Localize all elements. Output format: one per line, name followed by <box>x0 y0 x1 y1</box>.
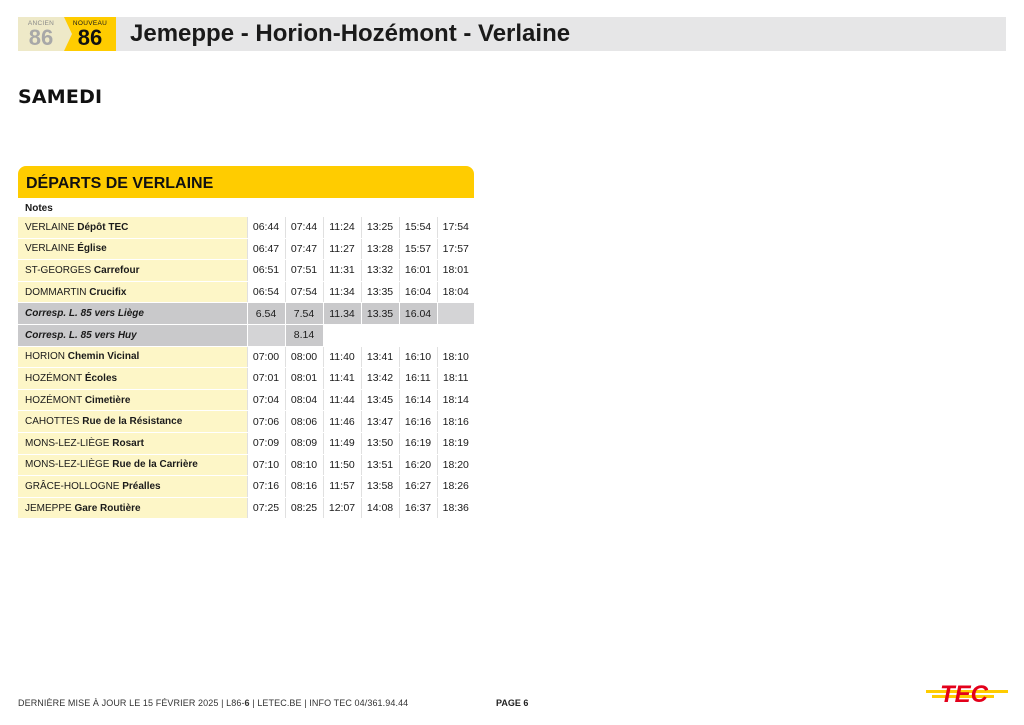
departure-time: 18:14 <box>437 389 474 411</box>
departure-time: 07:04 <box>247 389 285 411</box>
timetable-grid <box>18 217 474 519</box>
stop-name <box>18 217 247 238</box>
departure-time <box>437 324 474 346</box>
table-row <box>18 432 474 454</box>
departure-time: 15:57 <box>399 238 437 260</box>
departure-time: 13:58 <box>361 476 399 498</box>
departure-time: 16:20 <box>399 454 437 476</box>
stop-name: Corresp. L. 85 vers Huy <box>18 324 247 346</box>
departure-time: 08:01 <box>285 368 323 390</box>
departure-time: 18:16 <box>437 411 474 433</box>
departure-time: 17:57 <box>437 238 474 260</box>
departure-time: 16:14 <box>399 389 437 411</box>
last-updated: DERNIÈRE MISE À JOUR LE 15 FÉVRIER 2025 <box>18 698 219 708</box>
departure-time: 07:51 <box>285 260 323 282</box>
departure-time: 13:41 <box>361 346 399 368</box>
stop-locality: HORION <box>25 351 65 363</box>
stop-name <box>18 497 247 519</box>
stop-locality: VERLAINE <box>25 221 75 233</box>
table-row <box>18 454 474 476</box>
new-line-number: 86 <box>77 25 103 50</box>
table-row <box>18 389 474 411</box>
departure-time: 06:47 <box>247 238 285 260</box>
departure-time: 07:54 <box>285 281 323 303</box>
timetable <box>18 166 474 519</box>
badge-arrow-icon <box>64 17 72 51</box>
table-row <box>18 217 474 238</box>
departure-time: 13:51 <box>361 454 399 476</box>
table-row <box>18 238 474 260</box>
departure-time <box>361 324 399 346</box>
stop-place: Écoles <box>84 372 118 384</box>
departure-time: 16:16 <box>399 411 437 433</box>
departure-time: 13:50 <box>361 432 399 454</box>
departure-time: 07:44 <box>285 217 323 238</box>
footer-separator: | <box>252 698 258 708</box>
departure-time: 08:10 <box>285 454 323 476</box>
departure-time: 08:25 <box>285 497 323 519</box>
stop-name <box>18 238 247 260</box>
table-row <box>18 411 474 433</box>
line-ref <box>226 698 250 708</box>
stop-locality: VERLAINE <box>25 243 75 255</box>
stop-place: Rue de la Résistance <box>82 416 183 428</box>
table-row <box>18 346 474 368</box>
tec-logo <box>926 678 1008 708</box>
departure-time: 07:00 <box>247 346 285 368</box>
stop-locality: HOZÉMONT <box>25 372 83 384</box>
correspondence-row <box>18 303 474 325</box>
departure-time: 07:25 <box>247 497 285 519</box>
departure-time: 08:00 <box>285 346 323 368</box>
departure-time: 16:01 <box>399 260 437 282</box>
line-ref-page: 6 <box>244 698 250 708</box>
departure-time: 13.35 <box>361 303 399 325</box>
stop-name <box>18 260 247 282</box>
departure-time: 6.54 <box>247 303 285 325</box>
departure-time: 16:37 <box>399 497 437 519</box>
line-ref-prefix: L86- <box>226 698 245 708</box>
departure-time: 18:19 <box>437 432 474 454</box>
departure-time: 11:57 <box>323 476 361 498</box>
departure-time: 18:04 <box>437 281 474 303</box>
stop-name <box>18 389 247 411</box>
departure-time: 06:54 <box>247 281 285 303</box>
stop-name <box>18 432 247 454</box>
departure-time: 16:11 <box>399 368 437 390</box>
stop-locality: GRÂCE-HOLLOGNE <box>25 480 120 492</box>
departure-time: 13:42 <box>361 368 399 390</box>
departure-time: 11:27 <box>323 238 361 260</box>
departure-time: 11:40 <box>323 346 361 368</box>
departure-time: 07:16 <box>247 476 285 498</box>
stop-name <box>18 411 247 433</box>
stop-place: Dépôt TEC <box>77 221 129 233</box>
departure-time: 13:45 <box>361 389 399 411</box>
departure-time: 18:10 <box>437 346 474 368</box>
stop-name <box>18 281 247 303</box>
departure-time: 13:35 <box>361 281 399 303</box>
table-row <box>18 497 474 519</box>
day-title: SAMEDI <box>18 86 103 108</box>
stop-name <box>18 476 247 498</box>
direction-header: DÉPARTS DE VERLAINE <box>18 166 474 198</box>
departure-time: 17:54 <box>437 217 474 238</box>
departure-time: 16:04 <box>399 281 437 303</box>
stop-locality: HOZÉMONT <box>25 394 83 406</box>
departure-time: 16:27 <box>399 476 437 498</box>
stop-name <box>18 368 247 390</box>
departure-time: 11:49 <box>323 432 361 454</box>
website-link[interactable]: LETEC.BE <box>257 698 302 708</box>
departure-time: 15:54 <box>399 217 437 238</box>
departure-time: 13:28 <box>361 238 399 260</box>
departure-time: 11:31 <box>323 260 361 282</box>
departure-time: 11:50 <box>323 454 361 476</box>
departure-time: 07:09 <box>247 432 285 454</box>
departure-time: 11:46 <box>323 411 361 433</box>
departure-time: 16:10 <box>399 346 437 368</box>
new-line-label: NOUVEAU <box>72 20 108 27</box>
stop-place: Cimetière <box>84 394 131 406</box>
info-phone: INFO TEC 04/361.94.44 <box>309 698 409 708</box>
route-title: Jemeppe - Horion-Hozémont - Verlaine <box>130 20 571 47</box>
departure-time: 06:51 <box>247 260 285 282</box>
departure-time: 13:25 <box>361 217 399 238</box>
stop-place: Gare Routière <box>74 502 141 514</box>
departure-time: 18:11 <box>437 368 474 390</box>
departure-time: 08:06 <box>285 411 323 433</box>
logo-text: TEC <box>940 681 988 708</box>
departure-time: 07:10 <box>247 454 285 476</box>
footer-separator: | <box>304 698 310 708</box>
departure-time: 18:36 <box>437 497 474 519</box>
stop-place: Chemin Vicinal <box>67 351 140 363</box>
departure-time: 11.34 <box>323 303 361 325</box>
departure-time: 18:26 <box>437 476 474 498</box>
departure-time: 18:20 <box>437 454 474 476</box>
departure-time: 06:44 <box>247 217 285 238</box>
departure-time: 8.14 <box>285 324 323 346</box>
table-row <box>18 281 474 303</box>
departure-time: 14:08 <box>361 497 399 519</box>
stop-locality: JEMEPPE <box>25 502 72 514</box>
stop-place: Église <box>77 243 107 255</box>
table-row <box>18 368 474 390</box>
departure-time: 08:09 <box>285 432 323 454</box>
old-line-label: ANCIEN <box>27 20 55 27</box>
stop-place: Crucifix <box>89 286 127 298</box>
table-row <box>18 476 474 498</box>
old-line-badge <box>18 17 64 51</box>
departure-time: 11:34 <box>323 281 361 303</box>
stop-place: Rosart <box>112 437 144 449</box>
departure-time <box>323 324 361 346</box>
departure-time: 13:47 <box>361 411 399 433</box>
departure-time: 11:24 <box>323 217 361 238</box>
departure-time: 16.04 <box>399 303 437 325</box>
stop-place: Rue de la Carrière <box>112 459 198 471</box>
correspondence-row <box>18 324 474 346</box>
stop-locality: DOMMARTIN <box>25 286 87 298</box>
footer-info <box>18 698 408 708</box>
stop-locality: MONS-LEZ-LIÈGE <box>25 437 110 449</box>
stop-name <box>18 454 247 476</box>
stop-name <box>18 346 247 368</box>
departure-time: 08:04 <box>285 389 323 411</box>
stop-locality: ST-GEORGES <box>25 264 92 276</box>
old-line-number: 86 <box>28 25 54 50</box>
departure-time: 12:07 <box>323 497 361 519</box>
departure-time: 11:41 <box>323 368 361 390</box>
departure-time: 07:06 <box>247 411 285 433</box>
page-number: PAGE 6 <box>496 698 529 708</box>
notes-label: Notes <box>25 203 53 214</box>
stop-locality: MONS-LEZ-LIÈGE <box>25 459 110 471</box>
departure-time: 11:44 <box>323 389 361 411</box>
departure-time: 08:16 <box>285 476 323 498</box>
departure-time: 07:01 <box>247 368 285 390</box>
departure-time: 07:47 <box>285 238 323 260</box>
departure-time <box>247 324 285 346</box>
departure-time: 13:32 <box>361 260 399 282</box>
stop-locality: CAHOTTES <box>25 416 80 428</box>
stop-place: Carrefour <box>93 264 140 276</box>
departure-time: 18:01 <box>437 260 474 282</box>
departure-time <box>399 324 437 346</box>
table-row <box>18 260 474 282</box>
footer-separator: | <box>221 698 227 708</box>
stop-place: Préalles <box>122 480 161 492</box>
stop-name: Corresp. L. 85 vers Liège <box>18 303 247 325</box>
departure-time: 7.54 <box>285 303 323 325</box>
departure-time: 16:19 <box>399 432 437 454</box>
departure-time <box>437 303 474 325</box>
